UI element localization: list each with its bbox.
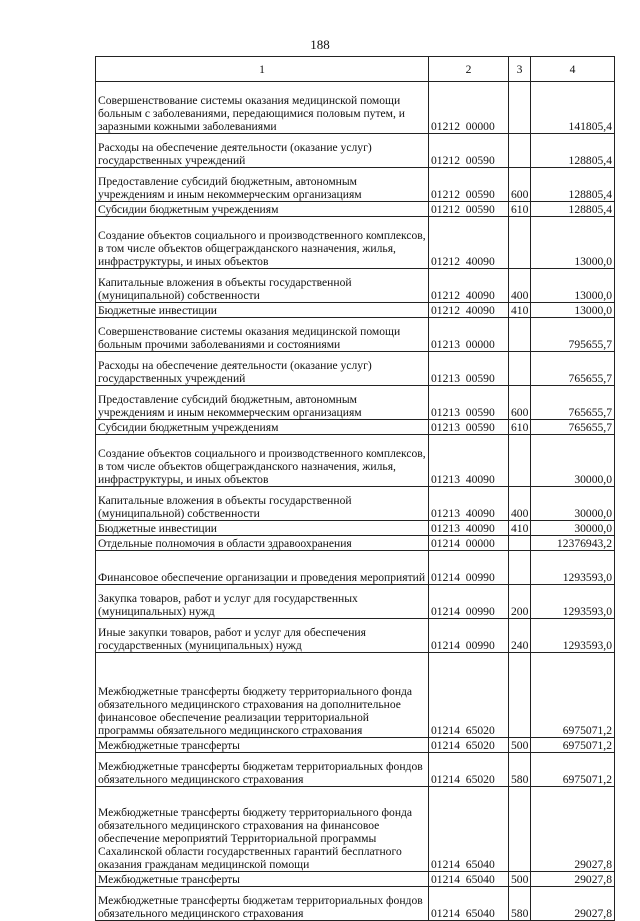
row-amount: 128805,4: [531, 168, 615, 202]
row-name: Субсидии бюджетным учреждениям: [96, 202, 429, 217]
table-row: [96, 352, 615, 386]
row-amount: 6975071,2: [531, 738, 615, 753]
table-row: [96, 787, 615, 872]
row-code: 01214 65020: [429, 753, 509, 787]
row-name: Иные закупки товаров, работ и услуг для обеспечения государственных (муниципальных) нужд: [96, 619, 429, 653]
row-amount: 6975071,2: [531, 653, 615, 738]
row-type: 240: [509, 619, 531, 653]
row-amount: 13000,0: [531, 269, 615, 303]
row-name: Капитальные вложения в объекты государственной (муниципальной) собственности: [96, 487, 429, 521]
row-type: [509, 787, 531, 872]
row-amount: 1293593,0: [531, 551, 615, 585]
table-row: [96, 887, 615, 921]
row-type: 400: [509, 487, 531, 521]
row-name: Предоставление субсидий бюджетным, автономным учреждениям и иным некоммерческим организациям: [96, 168, 429, 202]
row-code: 01214 00000: [429, 536, 509, 551]
row-code: 01213 00590: [429, 420, 509, 435]
row-type: [509, 653, 531, 738]
row-name: Межбюджетные трансферты бюджетам территориальных фондов обязательного медицинского страхования: [96, 887, 429, 921]
row-name: Предоставление субсидий бюджетным, автономным учреждениям и иным некоммерческим организациям: [96, 386, 429, 420]
row-code: 01213 00000: [429, 318, 509, 352]
row-name: Закупка товаров, работ и услуг для государственных (муниципальных) нужд: [96, 585, 429, 619]
row-type: 600: [509, 386, 531, 420]
row-type: [509, 82, 531, 134]
row-type: 500: [509, 738, 531, 753]
table-row: [96, 753, 615, 787]
row-type: [509, 352, 531, 386]
table-row: [96, 386, 615, 420]
row-amount: 765655,7: [531, 386, 615, 420]
row-name: Создание объектов социального и производственного комплексов, в том числе объектов общегражданского назначения, жилья, инфраструктуры, и иных объектов: [96, 435, 429, 487]
row-code: 01214 65040: [429, 787, 509, 872]
row-name: Капитальные вложения в объекты государственной (муниципальной) собственности: [96, 269, 429, 303]
row-code: 01212 00000: [429, 82, 509, 134]
table-row: [96, 420, 615, 435]
row-type: 610: [509, 202, 531, 217]
row-amount: 30000,0: [531, 521, 615, 536]
row-code: 01214 65020: [429, 738, 509, 753]
row-code: 01214 65040: [429, 872, 509, 887]
row-type: 600: [509, 168, 531, 202]
row-amount: 141805,4: [531, 82, 615, 134]
table-row: [96, 551, 615, 585]
row-type: 500: [509, 872, 531, 887]
table-row: [96, 521, 615, 536]
table-row: [96, 738, 615, 753]
table-body: [96, 82, 615, 921]
table-row: [96, 435, 615, 487]
row-code: 01214 65040: [429, 887, 509, 921]
row-amount: 12376943,2: [531, 536, 615, 551]
row-type: [509, 536, 531, 551]
row-name: Межбюджетные трансферты бюджету территориального фонда обязательного медицинского страхования на финансовое обеспечение мероприятий Территориальной программы Сахалинской области государственных гарантий бесплатного оказания гражданам медицинской помощи: [96, 787, 429, 872]
table-row: [96, 134, 615, 168]
row-name: Бюджетные инвестиции: [96, 521, 429, 536]
table-row: [96, 168, 615, 202]
row-name: Совершенствование системы оказания медицинской помощи больным прочими заболеваниями и состояниями: [96, 318, 429, 352]
row-amount: 13000,0: [531, 217, 615, 269]
row-name: Совершенствование системы оказания медицинской помощи больным с заболеваниями, передающимися половым путем, и заразными кожными заболеваниями: [96, 82, 429, 134]
row-amount: 13000,0: [531, 303, 615, 318]
page-number: 188: [310, 37, 330, 52]
row-amount: 1293593,0: [531, 585, 615, 619]
table-row: [96, 619, 615, 653]
row-name: Создание объектов социального и производственного комплексов, в том числе объектов общегражданского назначения, жилья, инфраструктуры, и иных объектов: [96, 217, 429, 269]
row-type: [509, 435, 531, 487]
header-row: [96, 57, 615, 82]
table-row: [96, 318, 615, 352]
row-name: Расходы на обеспечение деятельности (оказание услуг) государственных учреждений: [96, 134, 429, 168]
row-amount: 29027,8: [531, 787, 615, 872]
table-row: [96, 202, 615, 217]
row-name: Межбюджетные трансферты: [96, 872, 429, 887]
table-row: [96, 217, 615, 269]
row-code: 01213 40090: [429, 487, 509, 521]
row-type: 580: [509, 753, 531, 787]
row-code: 01213 40090: [429, 435, 509, 487]
row-amount: 128805,4: [531, 202, 615, 217]
row-type: [509, 217, 531, 269]
header-amount: 4: [531, 57, 615, 82]
row-amount: 765655,7: [531, 352, 615, 386]
row-code: 01212 40090: [429, 303, 509, 318]
row-code: 01213 00590: [429, 352, 509, 386]
table-row: [96, 82, 615, 134]
table-row: [96, 303, 615, 318]
row-name: Отдельные полномочия в области здравоохранения: [96, 536, 429, 551]
table-row: [96, 872, 615, 887]
row-name: Межбюджетные трансферты бюджету территориального фонда обязательного медицинского страхования на дополнительное финансовое обеспечение реализации территориальной программы обязательного медицинского страхования: [96, 653, 429, 738]
row-amount: 30000,0: [531, 435, 615, 487]
row-name: Финансовое обеспечение организации и проведения мероприятий: [96, 551, 429, 585]
row-code: 01212 00590: [429, 168, 509, 202]
row-amount: 795655,7: [531, 318, 615, 352]
row-code: 01213 40090: [429, 521, 509, 536]
table-row: [96, 269, 615, 303]
row-name: Субсидии бюджетным учреждениям: [96, 420, 429, 435]
row-type: 410: [509, 521, 531, 536]
row-type: [509, 318, 531, 352]
row-code: 01212 40090: [429, 217, 509, 269]
row-code: 01214 00990: [429, 585, 509, 619]
row-amount: 30000,0: [531, 487, 615, 521]
row-code: 01213 00590: [429, 386, 509, 420]
row-code: 01212 00590: [429, 202, 509, 217]
row-amount: 128805,4: [531, 134, 615, 168]
table-row: [96, 585, 615, 619]
row-code: 01214 65020: [429, 653, 509, 738]
row-amount: 1293593,0: [531, 619, 615, 653]
row-type: 610: [509, 420, 531, 435]
row-type: [509, 134, 531, 168]
row-amount: 29027,8: [531, 887, 615, 921]
table-row: [96, 653, 615, 738]
row-type: [509, 551, 531, 585]
row-type: 400: [509, 269, 531, 303]
header-code: 2: [429, 57, 509, 82]
row-name: Бюджетные инвестиции: [96, 303, 429, 318]
row-amount: 765655,7: [531, 420, 615, 435]
row-amount: 29027,8: [531, 872, 615, 887]
row-name: Расходы на обеспечение деятельности (оказание услуг) государственных учреждений: [96, 352, 429, 386]
row-name: Межбюджетные трансферты бюджетам территориальных фондов обязательного медицинского страхования: [96, 753, 429, 787]
budget-table: [95, 56, 615, 921]
row-type: 410: [509, 303, 531, 318]
table-row: [96, 536, 615, 551]
table-row: [96, 487, 615, 521]
row-code: 01214 00990: [429, 619, 509, 653]
row-name: Межбюджетные трансферты: [96, 738, 429, 753]
row-amount: 6975071,2: [531, 753, 615, 787]
row-code: 01214 00990: [429, 551, 509, 585]
row-code: 01212 40090: [429, 269, 509, 303]
row-type: 200: [509, 585, 531, 619]
header-name: 1: [96, 57, 429, 82]
header-type: 3: [509, 57, 531, 82]
row-code: 01212 00590: [429, 134, 509, 168]
row-type: 580: [509, 887, 531, 921]
